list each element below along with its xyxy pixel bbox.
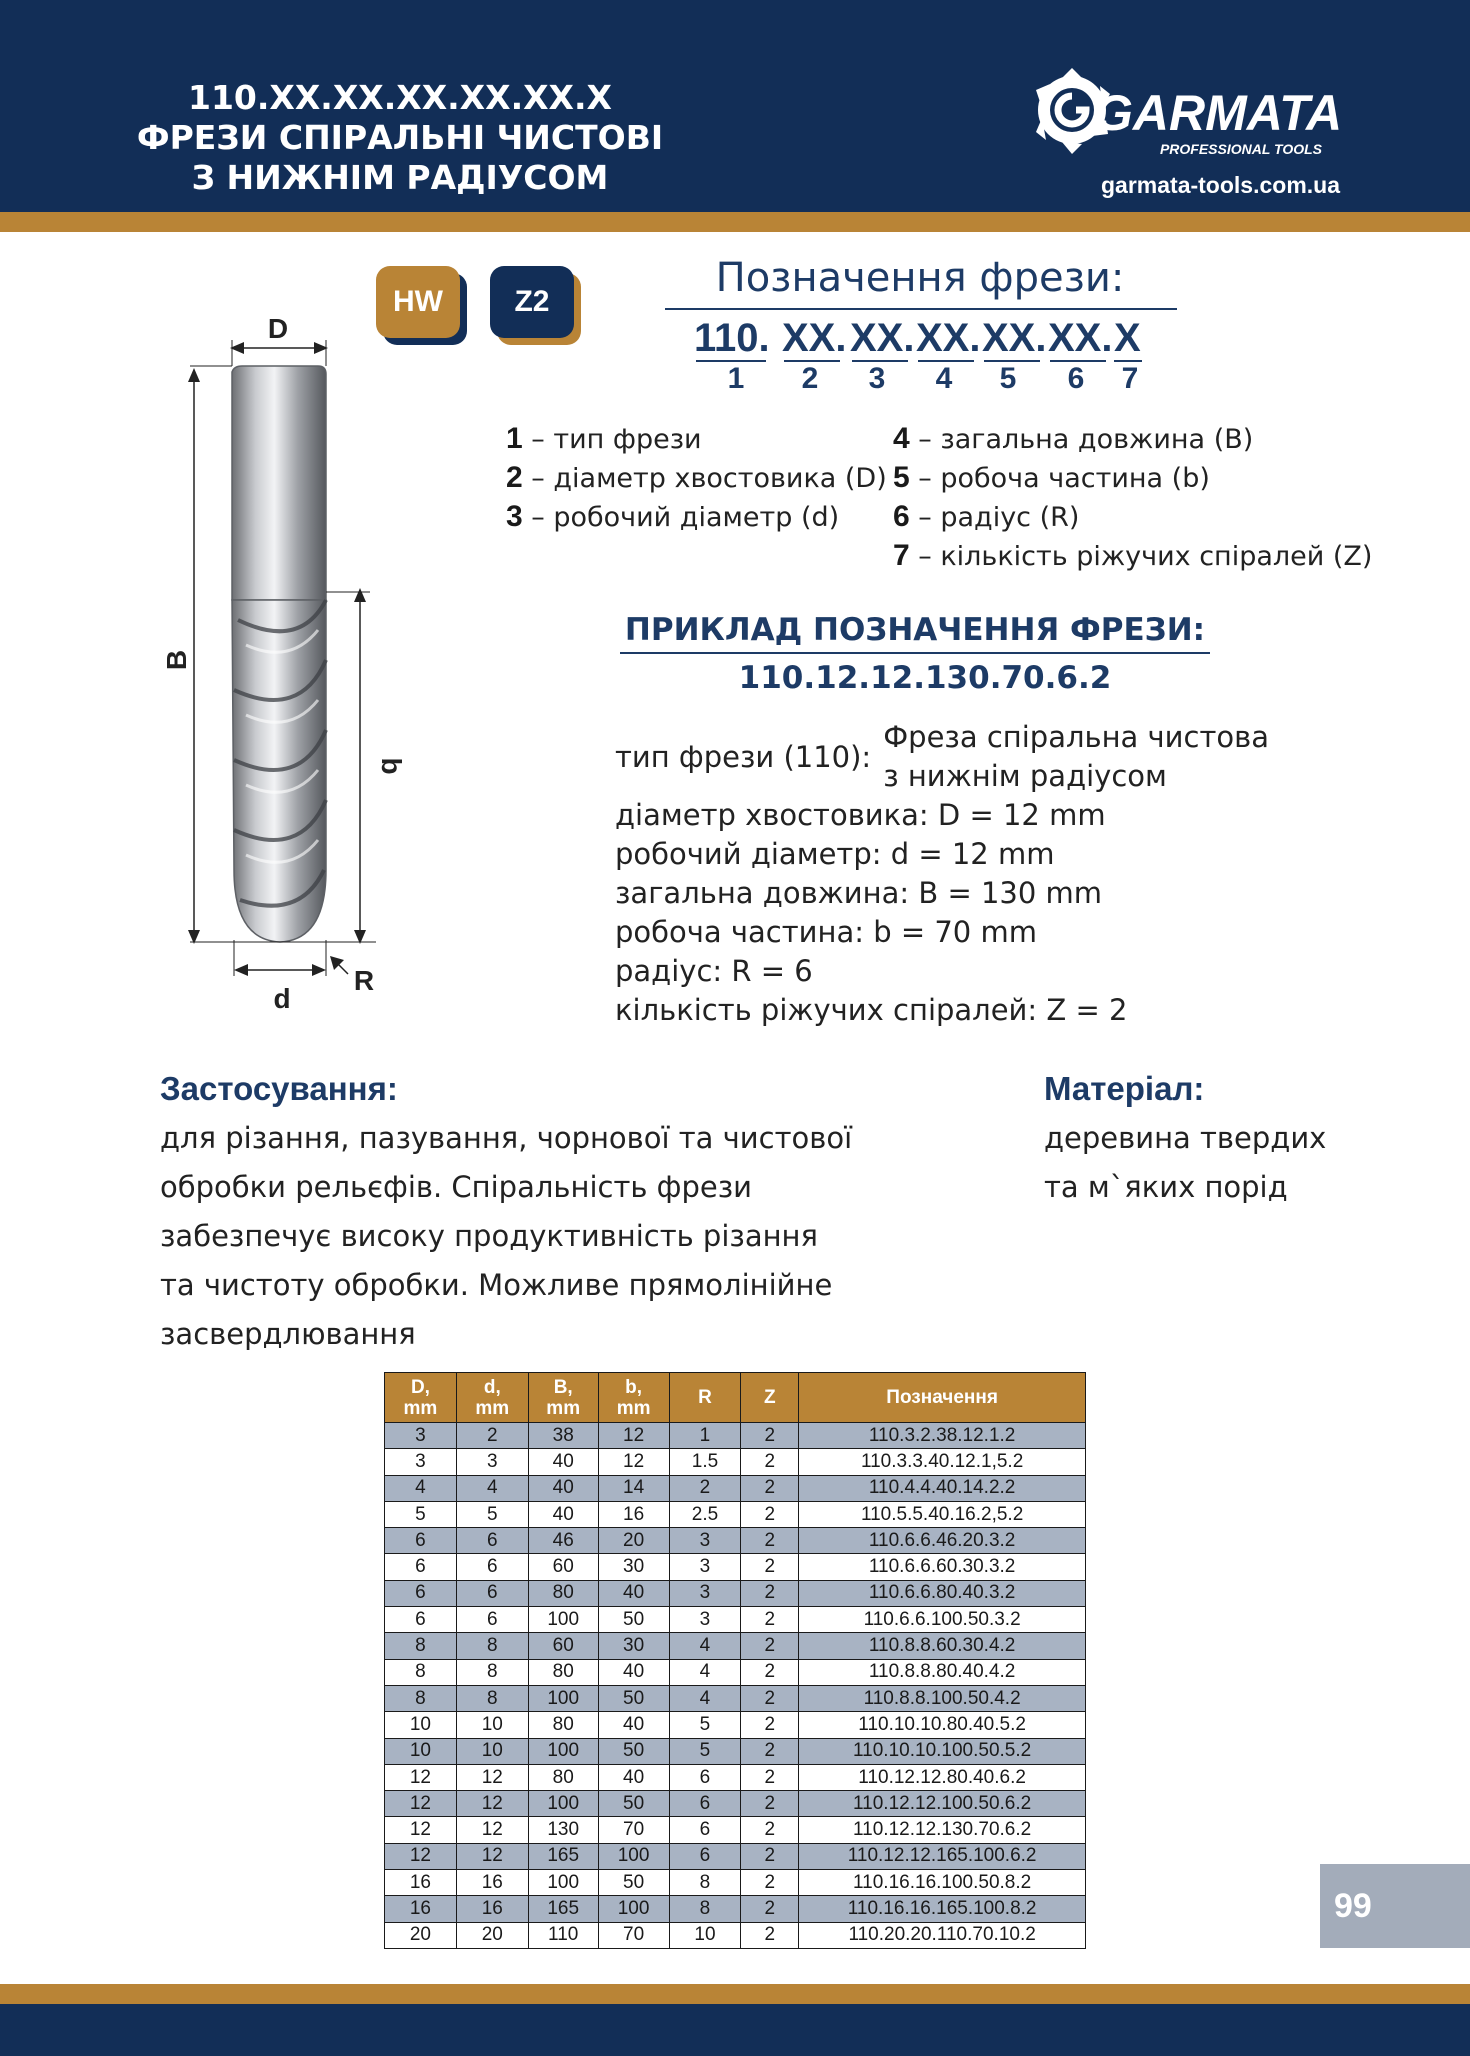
table-cell: 30 <box>598 1554 669 1580</box>
designation-cell: 110.3.3.40.12.1,5.2 <box>799 1449 1086 1475</box>
table-cell: 6 <box>456 1528 528 1554</box>
table-row <box>385 1554 1086 1580</box>
table-row <box>385 1764 1086 1790</box>
table-cell: 8 <box>385 1633 457 1659</box>
table-cell: 3 <box>669 1607 741 1633</box>
table-cell: 6 <box>456 1580 528 1606</box>
table-cell: 50 <box>598 1791 669 1817</box>
designation-cell: 110.6.6.60.30.3.2 <box>799 1554 1086 1580</box>
designation-cell: 110.4.4.40.14.2.2 <box>799 1475 1086 1501</box>
table-cell: 80 <box>528 1580 598 1606</box>
table-cell: 2 <box>741 1764 799 1790</box>
table-cell: 4 <box>385 1475 457 1501</box>
designation-cell: 110.10.10.100.50.5.2 <box>799 1738 1086 1764</box>
legend-item: 2 – діаметр хвостовика (D) <box>506 461 887 494</box>
designation-cell: 110.8.8.100.50.4.2 <box>799 1685 1086 1711</box>
table-cell: 6 <box>669 1817 741 1843</box>
table-cell: 3 <box>669 1554 741 1580</box>
table-cell: 10 <box>669 1922 741 1948</box>
legend-item: 6 – радіус (R) <box>893 500 1080 533</box>
table-cell: 6 <box>385 1607 457 1633</box>
designation-cell: 110.20.20.110.70.10.2 <box>799 1922 1086 1948</box>
table-cell: 2 <box>741 1607 799 1633</box>
table-cell: 14 <box>598 1475 669 1501</box>
table-cell: 2 <box>741 1791 799 1817</box>
table-cell: 10 <box>456 1738 528 1764</box>
example-line: робочий діаметр: d = 12 mm <box>615 837 1055 871</box>
table-cell: 12 <box>456 1764 528 1790</box>
table-cell: 16 <box>598 1501 669 1527</box>
table-cell: 5 <box>385 1501 457 1527</box>
table-cell: 5 <box>669 1712 741 1738</box>
table-cell: 40 <box>598 1764 669 1790</box>
table-cell: 30 <box>598 1633 669 1659</box>
example-line: робоча частина: b = 70 mm <box>615 915 1037 949</box>
specs-table <box>384 1372 1086 1949</box>
table-cell: 6 <box>669 1843 741 1869</box>
table-cell: 16 <box>456 1896 528 1922</box>
logo-tagline: PROFESSIONAL TOOLS <box>1159 141 1322 157</box>
table-cell: 3 <box>385 1449 457 1475</box>
table-cell: 40 <box>598 1580 669 1606</box>
table-row <box>385 1791 1086 1817</box>
table-cell: 10 <box>385 1712 457 1738</box>
table-cell: 80 <box>528 1712 598 1738</box>
example-type-value: Фреза спіральна чистова з нижнім радіусом <box>883 720 1269 793</box>
designation-number: 1 <box>727 362 745 395</box>
table-cell: 12 <box>456 1843 528 1869</box>
table-cell: 50 <box>598 1738 669 1764</box>
z2-badge: Z2 <box>490 266 574 338</box>
table-cell: 50 <box>598 1870 669 1896</box>
table-cell: 1 <box>669 1423 741 1449</box>
example-line: діаметр хвостовика: D = 12 mm <box>615 798 1106 832</box>
table-header-cell: R <box>669 1373 741 1423</box>
table-row <box>385 1423 1086 1449</box>
table-row <box>385 1870 1086 1896</box>
table-cell: 12 <box>385 1843 457 1869</box>
table-cell: 6 <box>385 1554 457 1580</box>
table-header-cell: d, mm <box>456 1373 528 1423</box>
designation-divider <box>665 308 1177 310</box>
table-cell: 40 <box>598 1712 669 1738</box>
designation-number: 6 <box>1067 362 1085 395</box>
designation-cell: 110.12.12.100.50.6.2 <box>799 1791 1086 1817</box>
label-D: D <box>267 313 289 344</box>
designation-cell: 110.12.12.165.100.6.2 <box>799 1843 1086 1869</box>
table-cell: 12 <box>385 1764 457 1790</box>
table-cell: 12 <box>385 1791 457 1817</box>
table-cell: 6 <box>456 1607 528 1633</box>
table-row <box>385 1738 1086 1764</box>
cutter-drawing <box>150 300 410 1020</box>
table-cell: 8 <box>456 1659 528 1685</box>
table-row <box>385 1712 1086 1738</box>
table-cell: 46 <box>528 1528 598 1554</box>
designation-legend-right <box>893 420 1372 576</box>
material-title: Матеріал: <box>1044 1070 1205 1107</box>
example-code: 110.12.12.130.70.6.2 <box>738 660 1112 696</box>
table-row <box>385 1922 1086 1948</box>
table-cell: 100 <box>598 1843 669 1869</box>
table-cell: 2 <box>741 1475 799 1501</box>
table-cell: 16 <box>456 1870 528 1896</box>
page-title-line: З НИЖНІМ РАДІУСОМ <box>191 158 609 197</box>
table-body <box>385 1423 1086 1949</box>
table-cell: 70 <box>598 1817 669 1843</box>
garmata-logo <box>1030 64 1350 160</box>
table-cell: 80 <box>528 1764 598 1790</box>
label-R: R <box>353 965 375 996</box>
designation-segment: XX. <box>850 316 915 360</box>
table-cell: 2 <box>741 1870 799 1896</box>
legend-item: 5 – робоча частина (b) <box>893 461 1210 494</box>
table-cell: 3 <box>669 1528 741 1554</box>
table-cell: 6 <box>385 1528 457 1554</box>
table-cell: 8 <box>385 1685 457 1711</box>
table-row <box>385 1580 1086 1606</box>
designation-cell: 110.12.12.80.40.6.2 <box>799 1764 1086 1790</box>
table-cell: 20 <box>456 1922 528 1948</box>
table-cell: 6 <box>385 1580 457 1606</box>
designation-segment: XX. <box>1048 316 1113 360</box>
table-cell: 6 <box>456 1554 528 1580</box>
table-cell: 100 <box>598 1896 669 1922</box>
designation-number: 2 <box>801 362 819 395</box>
example-line: загальна довжина: B = 130 mm <box>615 876 1103 910</box>
table-row <box>385 1501 1086 1527</box>
designation-cell: 110.6.6.46.20.3.2 <box>799 1528 1086 1554</box>
label-b: b <box>376 757 407 775</box>
table-cell: 2 <box>741 1922 799 1948</box>
table-cell: 50 <box>598 1607 669 1633</box>
designation-segment: XX. <box>916 316 981 360</box>
table-cell: 100 <box>528 1738 598 1764</box>
header-stripe <box>0 212 1470 232</box>
table-cell: 2 <box>741 1449 799 1475</box>
table-cell: 2.5 <box>669 1501 741 1527</box>
table-cell: 80 <box>528 1659 598 1685</box>
table-cell: 2 <box>741 1659 799 1685</box>
designation-cell: 110.6.6.80.40.3.2 <box>799 1580 1086 1606</box>
designation-cell: 110.8.8.80.40.4.2 <box>799 1659 1086 1685</box>
designation-cell: 110.16.16.100.50.8.2 <box>799 1870 1086 1896</box>
table-cell: 100 <box>528 1685 598 1711</box>
table-cell: 60 <box>528 1633 598 1659</box>
table-cell: 12 <box>598 1449 669 1475</box>
designation-cell: 110.3.2.38.12.1.2 <box>799 1423 1086 1449</box>
hw-badge: HW <box>376 266 460 338</box>
example-title: ПРИКЛАД ПОЗНАЧЕННЯ ФРЕЗИ: <box>624 612 1206 648</box>
table-cell: 2 <box>741 1843 799 1869</box>
table-cell: 4 <box>456 1475 528 1501</box>
table-row <box>385 1449 1086 1475</box>
table-cell: 2 <box>741 1896 799 1922</box>
table-header-cell: b, mm <box>598 1373 669 1423</box>
designation-cell: 110.8.8.60.30.4.2 <box>799 1633 1086 1659</box>
application-title: Застосування: <box>160 1070 398 1107</box>
table-cell: 6 <box>669 1791 741 1817</box>
table-cell: 100 <box>528 1791 598 1817</box>
table-header-cell: D, mm <box>385 1373 457 1423</box>
table-cell: 20 <box>385 1922 457 1948</box>
designation-number: 4 <box>935 362 953 395</box>
designation-cell: 110.16.16.165.100.8.2 <box>799 1896 1086 1922</box>
example-divider <box>620 652 1210 654</box>
table-row <box>385 1607 1086 1633</box>
table-cell: 4 <box>669 1633 741 1659</box>
table-cell: 3 <box>385 1423 457 1449</box>
table-cell: 40 <box>528 1475 598 1501</box>
table-cell: 100 <box>528 1870 598 1896</box>
legend-item: 1 – тип фрези <box>506 422 702 455</box>
table-cell: 2 <box>741 1528 799 1554</box>
table-cell: 12 <box>598 1423 669 1449</box>
logo-name: GARMATA <box>1094 85 1343 141</box>
table-cell: 2 <box>741 1685 799 1711</box>
page-title-line: ФРЕЗИ СПІРАЛЬНІ ЧИСТОВІ <box>136 118 664 157</box>
designation-segment: X <box>1114 316 1141 360</box>
legend-item: 7 – кількість ріжучих спіралей (Z) <box>893 539 1373 572</box>
example-details <box>615 718 1335 1030</box>
label-B: B <box>161 649 192 671</box>
table-cell: 8 <box>456 1685 528 1711</box>
table-cell: 2 <box>741 1501 799 1527</box>
example-type-row <box>615 718 1335 796</box>
table-cell: 4 <box>669 1659 741 1685</box>
table-cell: 8 <box>385 1659 457 1685</box>
application-text: для різання, пазування, чорнової та чистової обробки рельєфів. Спіральність фрези забезпечує високу продуктивність різання та чистоту обробки. Можливе прямолінійне засвердлювання <box>160 1121 853 1351</box>
table-cell: 165 <box>528 1843 598 1869</box>
legend-item: 3 – робочий діаметр (d) <box>506 500 840 533</box>
table-cell: 2 <box>741 1580 799 1606</box>
designation-number: 5 <box>999 362 1017 395</box>
designation-legend-left <box>506 420 887 537</box>
table-cell: 40 <box>528 1501 598 1527</box>
page-title <box>120 78 680 198</box>
table-cell: 2 <box>741 1712 799 1738</box>
table-cell: 1.5 <box>669 1449 741 1475</box>
designation-cell: 110.5.5.40.16.2,5.2 <box>799 1501 1086 1527</box>
table-row <box>385 1475 1086 1501</box>
legend-item: 4 – загальна довжина (B) <box>893 422 1254 455</box>
designation-cell: 110.10.10.80.40.5.2 <box>799 1712 1086 1738</box>
table-cell: 2 <box>741 1738 799 1764</box>
table-row <box>385 1528 1086 1554</box>
table-cell: 130 <box>528 1817 598 1843</box>
table-cell: 12 <box>385 1817 457 1843</box>
table-cell: 20 <box>598 1528 669 1554</box>
table-cell: 3 <box>669 1580 741 1606</box>
table-cell: 10 <box>456 1712 528 1738</box>
table-header-cell: Z <box>741 1373 799 1423</box>
table-cell: 2 <box>669 1475 741 1501</box>
table-cell: 110 <box>528 1922 598 1948</box>
designation-segment: 110. <box>694 316 770 360</box>
table-cell: 6 <box>669 1764 741 1790</box>
page-title-line: 110.XX.XX.XX.XX.XX.X <box>188 78 612 117</box>
footer-bar <box>0 2004 1470 2056</box>
table-cell: 40 <box>598 1659 669 1685</box>
example-line: кількість ріжучих спіралей: Z = 2 <box>615 993 1128 1027</box>
table-row <box>385 1896 1086 1922</box>
table-cell: 100 <box>528 1607 598 1633</box>
table-row <box>385 1659 1086 1685</box>
designation-number: 7 <box>1121 362 1139 395</box>
designation-segment: XX. <box>782 316 847 360</box>
table-cell: 10 <box>385 1738 457 1764</box>
specs-table-wrapper <box>384 1372 1086 1949</box>
website-link[interactable]: garmata-tools.com.ua <box>1101 172 1340 198</box>
table-header-cell: B, mm <box>528 1373 598 1423</box>
footer-stripe <box>0 1984 1470 2004</box>
label-d: d <box>273 983 291 1014</box>
designation-title: Позначення фрези: <box>715 255 1125 301</box>
table-cell: 8 <box>669 1870 741 1896</box>
table-row <box>385 1633 1086 1659</box>
designation-cell: 110.12.12.130.70.6.2 <box>799 1817 1086 1843</box>
table-cell: 5 <box>456 1501 528 1527</box>
material-text: деревина твердих та м`яких порід <box>1044 1121 1327 1204</box>
table-cell: 12 <box>456 1817 528 1843</box>
table-cell: 16 <box>385 1870 457 1896</box>
table-cell: 8 <box>456 1633 528 1659</box>
table-cell: 50 <box>598 1685 669 1711</box>
table-row <box>385 1817 1086 1843</box>
table-header-cell: Позначення <box>799 1373 1086 1423</box>
table-header-row <box>385 1373 1086 1423</box>
designation-number: 3 <box>868 362 886 395</box>
table-cell: 16 <box>385 1896 457 1922</box>
designation-segment: XX. <box>982 316 1047 360</box>
table-cell: 40 <box>528 1449 598 1475</box>
table-cell: 5 <box>669 1738 741 1764</box>
table-cell: 4 <box>669 1685 741 1711</box>
table-cell: 70 <box>598 1922 669 1948</box>
table-cell: 3 <box>456 1449 528 1475</box>
table-cell: 2 <box>741 1633 799 1659</box>
table-cell: 165 <box>528 1896 598 1922</box>
table-cell: 8 <box>669 1896 741 1922</box>
example-line: радіус: R = 6 <box>615 954 813 988</box>
table-row <box>385 1685 1086 1711</box>
page-number: 99 <box>1320 1864 1470 1948</box>
table-cell: 2 <box>741 1554 799 1580</box>
table-cell: 2 <box>456 1423 528 1449</box>
table-row <box>385 1843 1086 1869</box>
table-cell: 2 <box>741 1817 799 1843</box>
table-cell: 38 <box>528 1423 598 1449</box>
table-cell: 2 <box>741 1423 799 1449</box>
designation-cell: 110.6.6.100.50.3.2 <box>799 1607 1086 1633</box>
table-cell: 60 <box>528 1554 598 1580</box>
example-type-label: тип фрези (110): <box>615 740 872 774</box>
table-cell: 12 <box>456 1791 528 1817</box>
